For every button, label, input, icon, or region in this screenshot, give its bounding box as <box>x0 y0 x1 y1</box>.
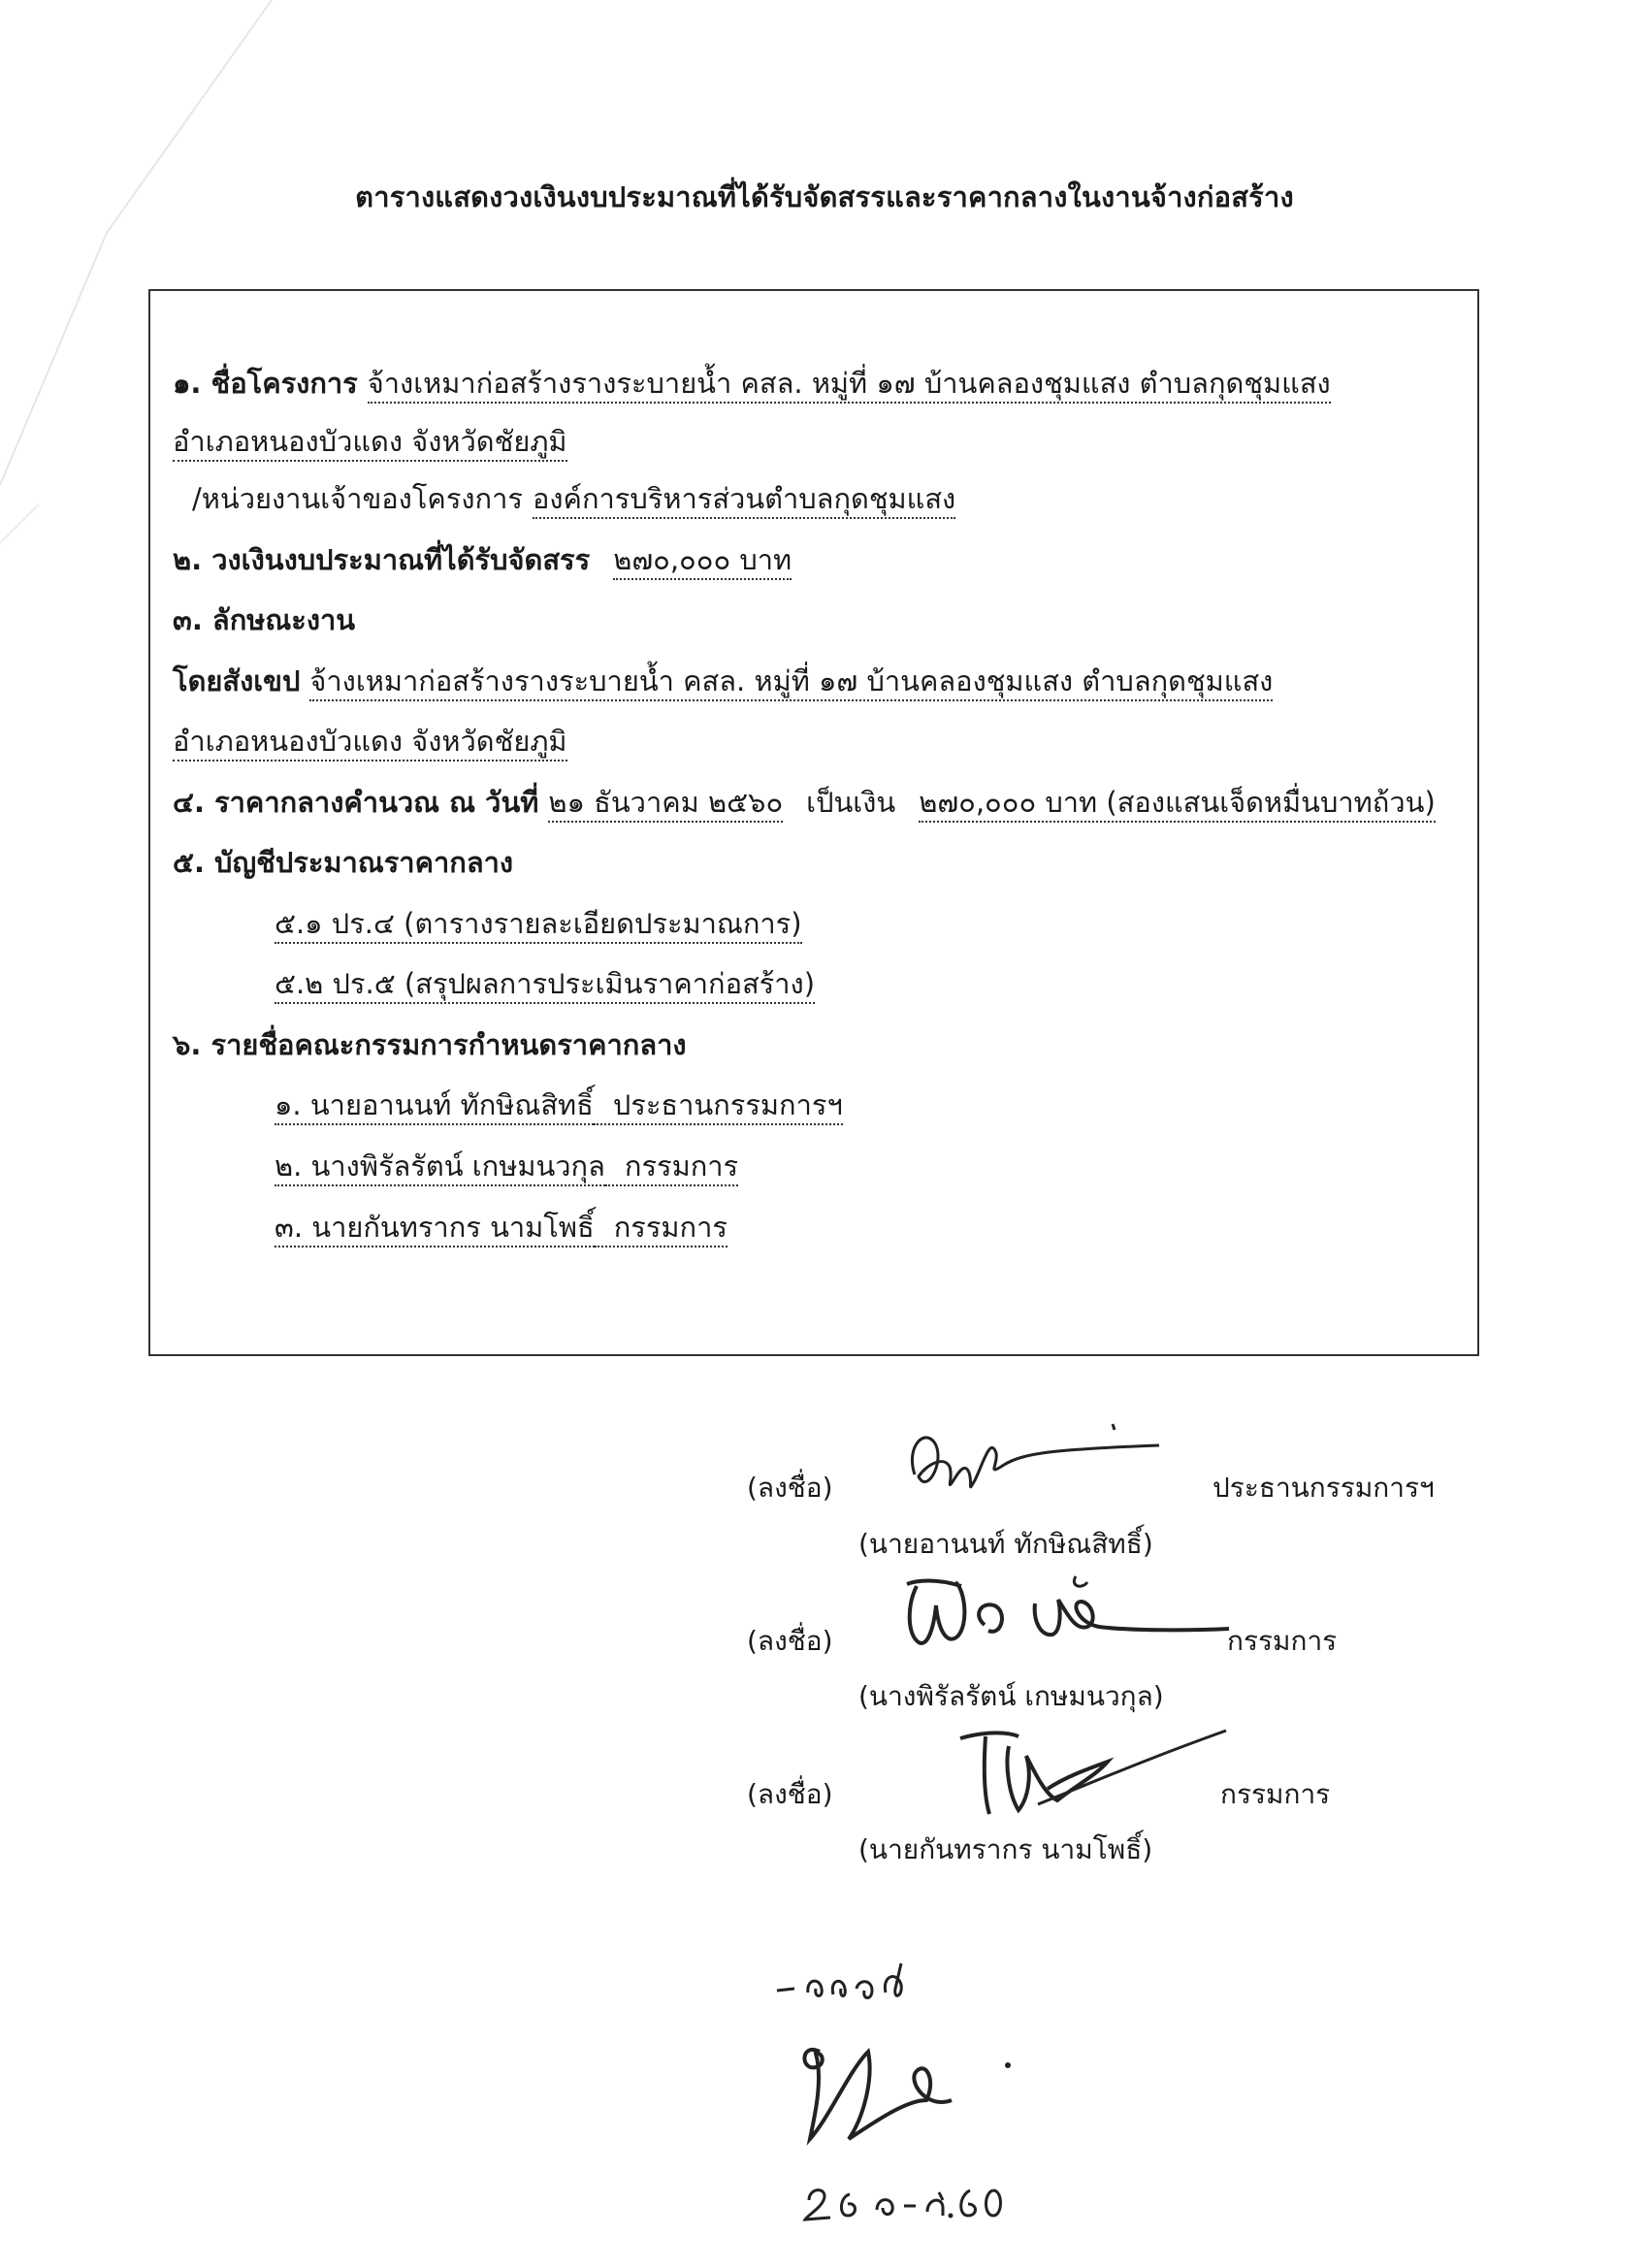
estimate-sub1-text: ๕.๑ ปร.๔ (ตารางรายละเอียดประมาณการ) <box>275 907 802 944</box>
handwritten-date <box>795 2161 1009 2229</box>
median-price-line <box>173 786 1436 820</box>
work-summary-label: โดยสังเขป <box>173 664 301 697</box>
budget-value: ๒๗๐,๐๐๐ บาท <box>613 543 792 580</box>
estimate-heading <box>173 846 513 880</box>
project-owner-label: /หน่วยงานเจ้าของโครงการ <box>192 482 523 515</box>
work-type-label: ๓. ลักษณะงาน <box>173 603 356 636</box>
estimate-sub2 <box>275 967 815 1001</box>
project-owner-line <box>192 482 955 516</box>
estimate-sub2-text: ๕.๒ ปร.๕ (สรุปผลการประเมินราคาก่อสร้าง) <box>275 967 815 1004</box>
signature-2-name: (นางพิรัลรัตน์ เกษมนวกุล) <box>858 1680 1164 1712</box>
committee-member-3-role: กรรมการ <box>595 1211 728 1247</box>
work-type-heading <box>173 603 355 637</box>
signature-3-prefix: (ลงชื่อ) <box>747 1778 833 1810</box>
committee-member-1 <box>275 1088 843 1122</box>
project-owner-value: องค์การบริหารส่วนตำบลกุดชุมแสง <box>533 482 955 519</box>
median-price-amount-label: เป็นเงิน <box>806 786 896 819</box>
committee-member-2-name: ๒. นางพิรัลรัตน์ เกษมนวกุล <box>275 1150 605 1186</box>
committee-heading <box>173 1028 687 1062</box>
handwritten-initials <box>781 2013 1033 2158</box>
signature-3-name: (นายกันทรากร นามโพธิ์) <box>858 1833 1153 1865</box>
signature-3-role: กรรมการ <box>1220 1778 1331 1810</box>
signature-1-prefix: (ลงชื่อ) <box>747 1472 833 1504</box>
work-summary-location-line <box>173 725 567 759</box>
project-name-label: ๑. ชื่อโครงการ <box>173 367 358 400</box>
handwritten-note <box>771 1950 917 2008</box>
committee-member-1-name: ๑. นายอานนท์ ทักษิณสิทธิ์ <box>275 1088 594 1125</box>
work-summary-value: จ้างเหมาก่อสร้างรางระบายน้ำ คสล. หมู่ที่ ๑๗ บ้านคลองชุมแสง ตำบลกุดชุมแสง <box>309 664 1273 701</box>
signature-1-image <box>897 1416 1179 1523</box>
project-location-value: อำเภอหนองบัวแดง จังหวัดชัยภูมิ <box>173 425 567 462</box>
signature-1-role: ประธานกรรมการฯ <box>1212 1472 1435 1504</box>
signature-2-role: กรรมการ <box>1227 1625 1338 1657</box>
committee-member-2-role: กรรมการ <box>605 1150 738 1186</box>
estimate-sub1 <box>275 907 802 941</box>
project-location-line <box>173 425 567 459</box>
work-summary-location: อำเภอหนองบัวแดง จังหวัดชัยภูมิ <box>173 725 567 761</box>
signature-3-image <box>951 1717 1242 1833</box>
committee-member-3 <box>275 1211 728 1245</box>
work-summary-line <box>173 664 1273 698</box>
budget-line <box>173 543 792 577</box>
committee-member-3-name: ๓. นายกันทรากร นามโพธิ์ <box>275 1211 595 1247</box>
budget-label: ๒. วงเงินงบประมาณที่ได้รับจัดสรร <box>173 543 591 576</box>
committee-label: ๖. รายชื่อคณะกรรมการกำหนดราคากลาง <box>173 1028 687 1061</box>
median-price-date: ๒๑ ธันวาคม ๒๕๖๐ <box>548 786 783 823</box>
signature-2-image <box>868 1567 1256 1664</box>
signature-1-name: (นายอานนท์ ทักษิณสิทธิ์) <box>858 1528 1153 1560</box>
committee-member-1-role: ประธานกรรมการฯ <box>594 1088 843 1125</box>
estimate-label: ๕. บัญชีประมาณราคากลาง <box>173 846 514 879</box>
median-price-amount: ๒๗๐,๐๐๐ บาท (สองแสนเจ็ดหมื่นบาทถ้วน) <box>919 786 1436 823</box>
signature-2-prefix: (ลงชื่อ) <box>747 1625 833 1657</box>
project-name-line <box>173 367 1331 401</box>
project-name-value: จ้างเหมาก่อสร้างรางระบายน้ำ คสล. หมู่ที่ ๑๗ บ้านคลองชุมแสง ตำบลกุดชุมแสง <box>368 367 1331 404</box>
committee-member-2 <box>275 1150 738 1183</box>
median-price-label: ๔. ราคากลางคำนวณ ณ วันที่ <box>173 786 539 819</box>
document-title: ตารางแสดงวงเงินงบประมาณที่ได้รับจัดสรรและราคากลางในงานจ้างก่อสร้าง <box>355 180 1294 213</box>
